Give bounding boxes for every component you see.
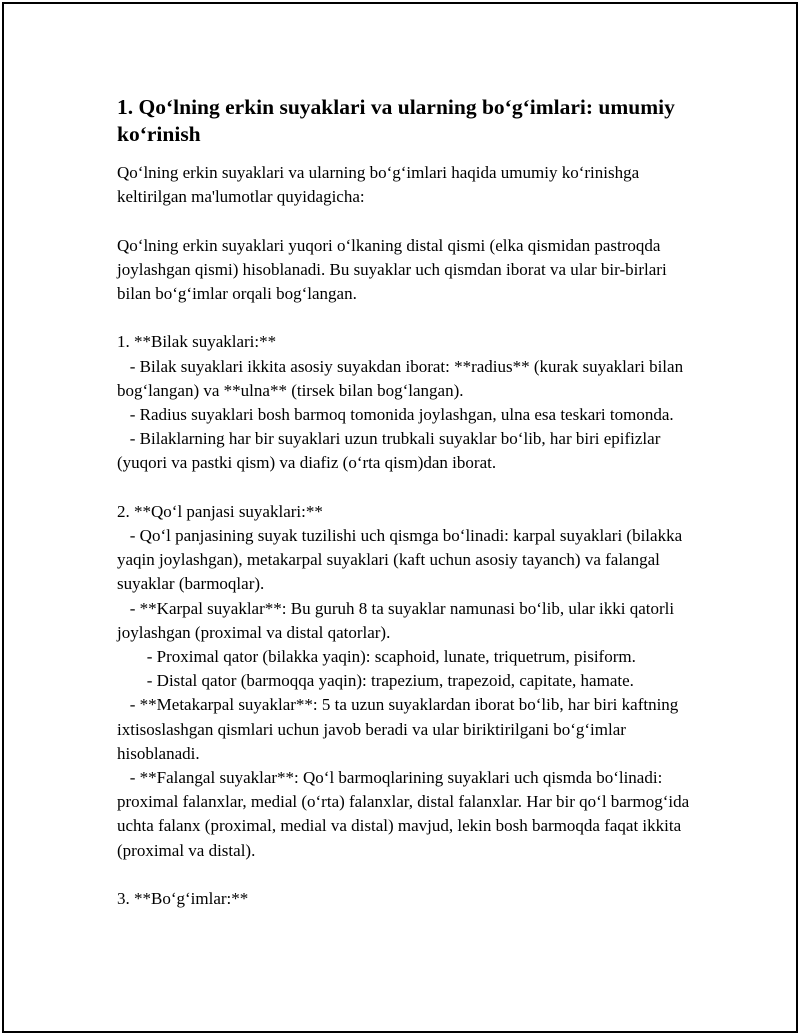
paragraph-gap xyxy=(117,863,697,887)
overview-paragraph: Qo‘lning erkin suyaklari yuqori o‘lkaning distal qismi (elka qismidan pastroqda joylashgan qismi) hisoblanadi. Bu suyaklar uch qismdan iborat va ular bir-birlari bilan bo‘g‘imlar orqali bog‘langan. xyxy=(117,235,671,303)
intro-paragraph: Qo‘lning erkin suyaklari va ularning bo‘g‘imlari haqida umumiy ko‘rinishga keltirilgan ma'lumotlar quyidagicha: xyxy=(117,163,644,207)
document-body xyxy=(117,94,697,911)
section-qol-panjasi-suyaklari: 2. **Qo‘l panjasi suyaklari:** - Qo‘l panjasining suyak tuzilishi uch qismga bo‘linadi: karpal suyaklari (bilakka yaqin joylashgan), metakarpal suyaklari (kaft uchun asosiy tayanch) va falangal suyaklar (barmoqlar). - **Karpal suyaklar**: Bu guruh 8 ta suyaklar namunasi bo‘lib, ular ikki qatorli joylashgan (proximal va distal qatorlar). - Proximal qator (bilakka yaqin): scaphoid, lunate, triquetrum, pisiform. - Distal qator (barmoqqa yaqin): trapezium, trapezoid, capitate, hamate. - **Metakarpal suyaklar**: 5 ta uzun suyaklardan iborat bo‘lib, har biri kaftning ixtisoslashgan qismlari uchun javob beradi va ular biriktirilgani bo‘g‘imlar hisoblanadi. - **Falangal suyaklar**: Qo‘l barmoqlarining suyaklari uch qismda bo‘linadi: proximal falanxlar, medial (o‘rta) falanxlar, distal falanxlar. Har bir qo‘l barmog‘ida uchta falanx (proximal, medial va distal) mavjud, lekin bosh barmoqda faqat ikkita (proximal va distal). xyxy=(117,501,690,860)
paragraph-gap xyxy=(117,476,697,500)
paragraph-gap xyxy=(117,209,697,233)
document-title: 1. Qo‘lning erkin suyaklari va ularning bo‘g‘imlari: umumiy ko‘rinish xyxy=(117,95,675,146)
section-bogimlar: 3. **Bo‘g‘imlar:** xyxy=(117,889,249,909)
paragraph-gap xyxy=(117,306,697,330)
section-bilak-suyaklari: 1. **Bilak suyaklari:** - Bilak suyaklari ikkita asosiy suyakdan iborat: **radius** (kurak suyaklari bilan bog‘langan) va **ulna** (tirsek bilan bog‘langan). - Radius suyaklari bosh barmoq tomonida joylashgan, ulna esa teskari tomonda. - Bilaklarning har bir suyaklari uzun trubkali suyaklar bo‘lib, har biri epifizlar (yuqori va pastki qism) va diafiz (o‘rta qism)dan iborat. xyxy=(117,332,684,473)
